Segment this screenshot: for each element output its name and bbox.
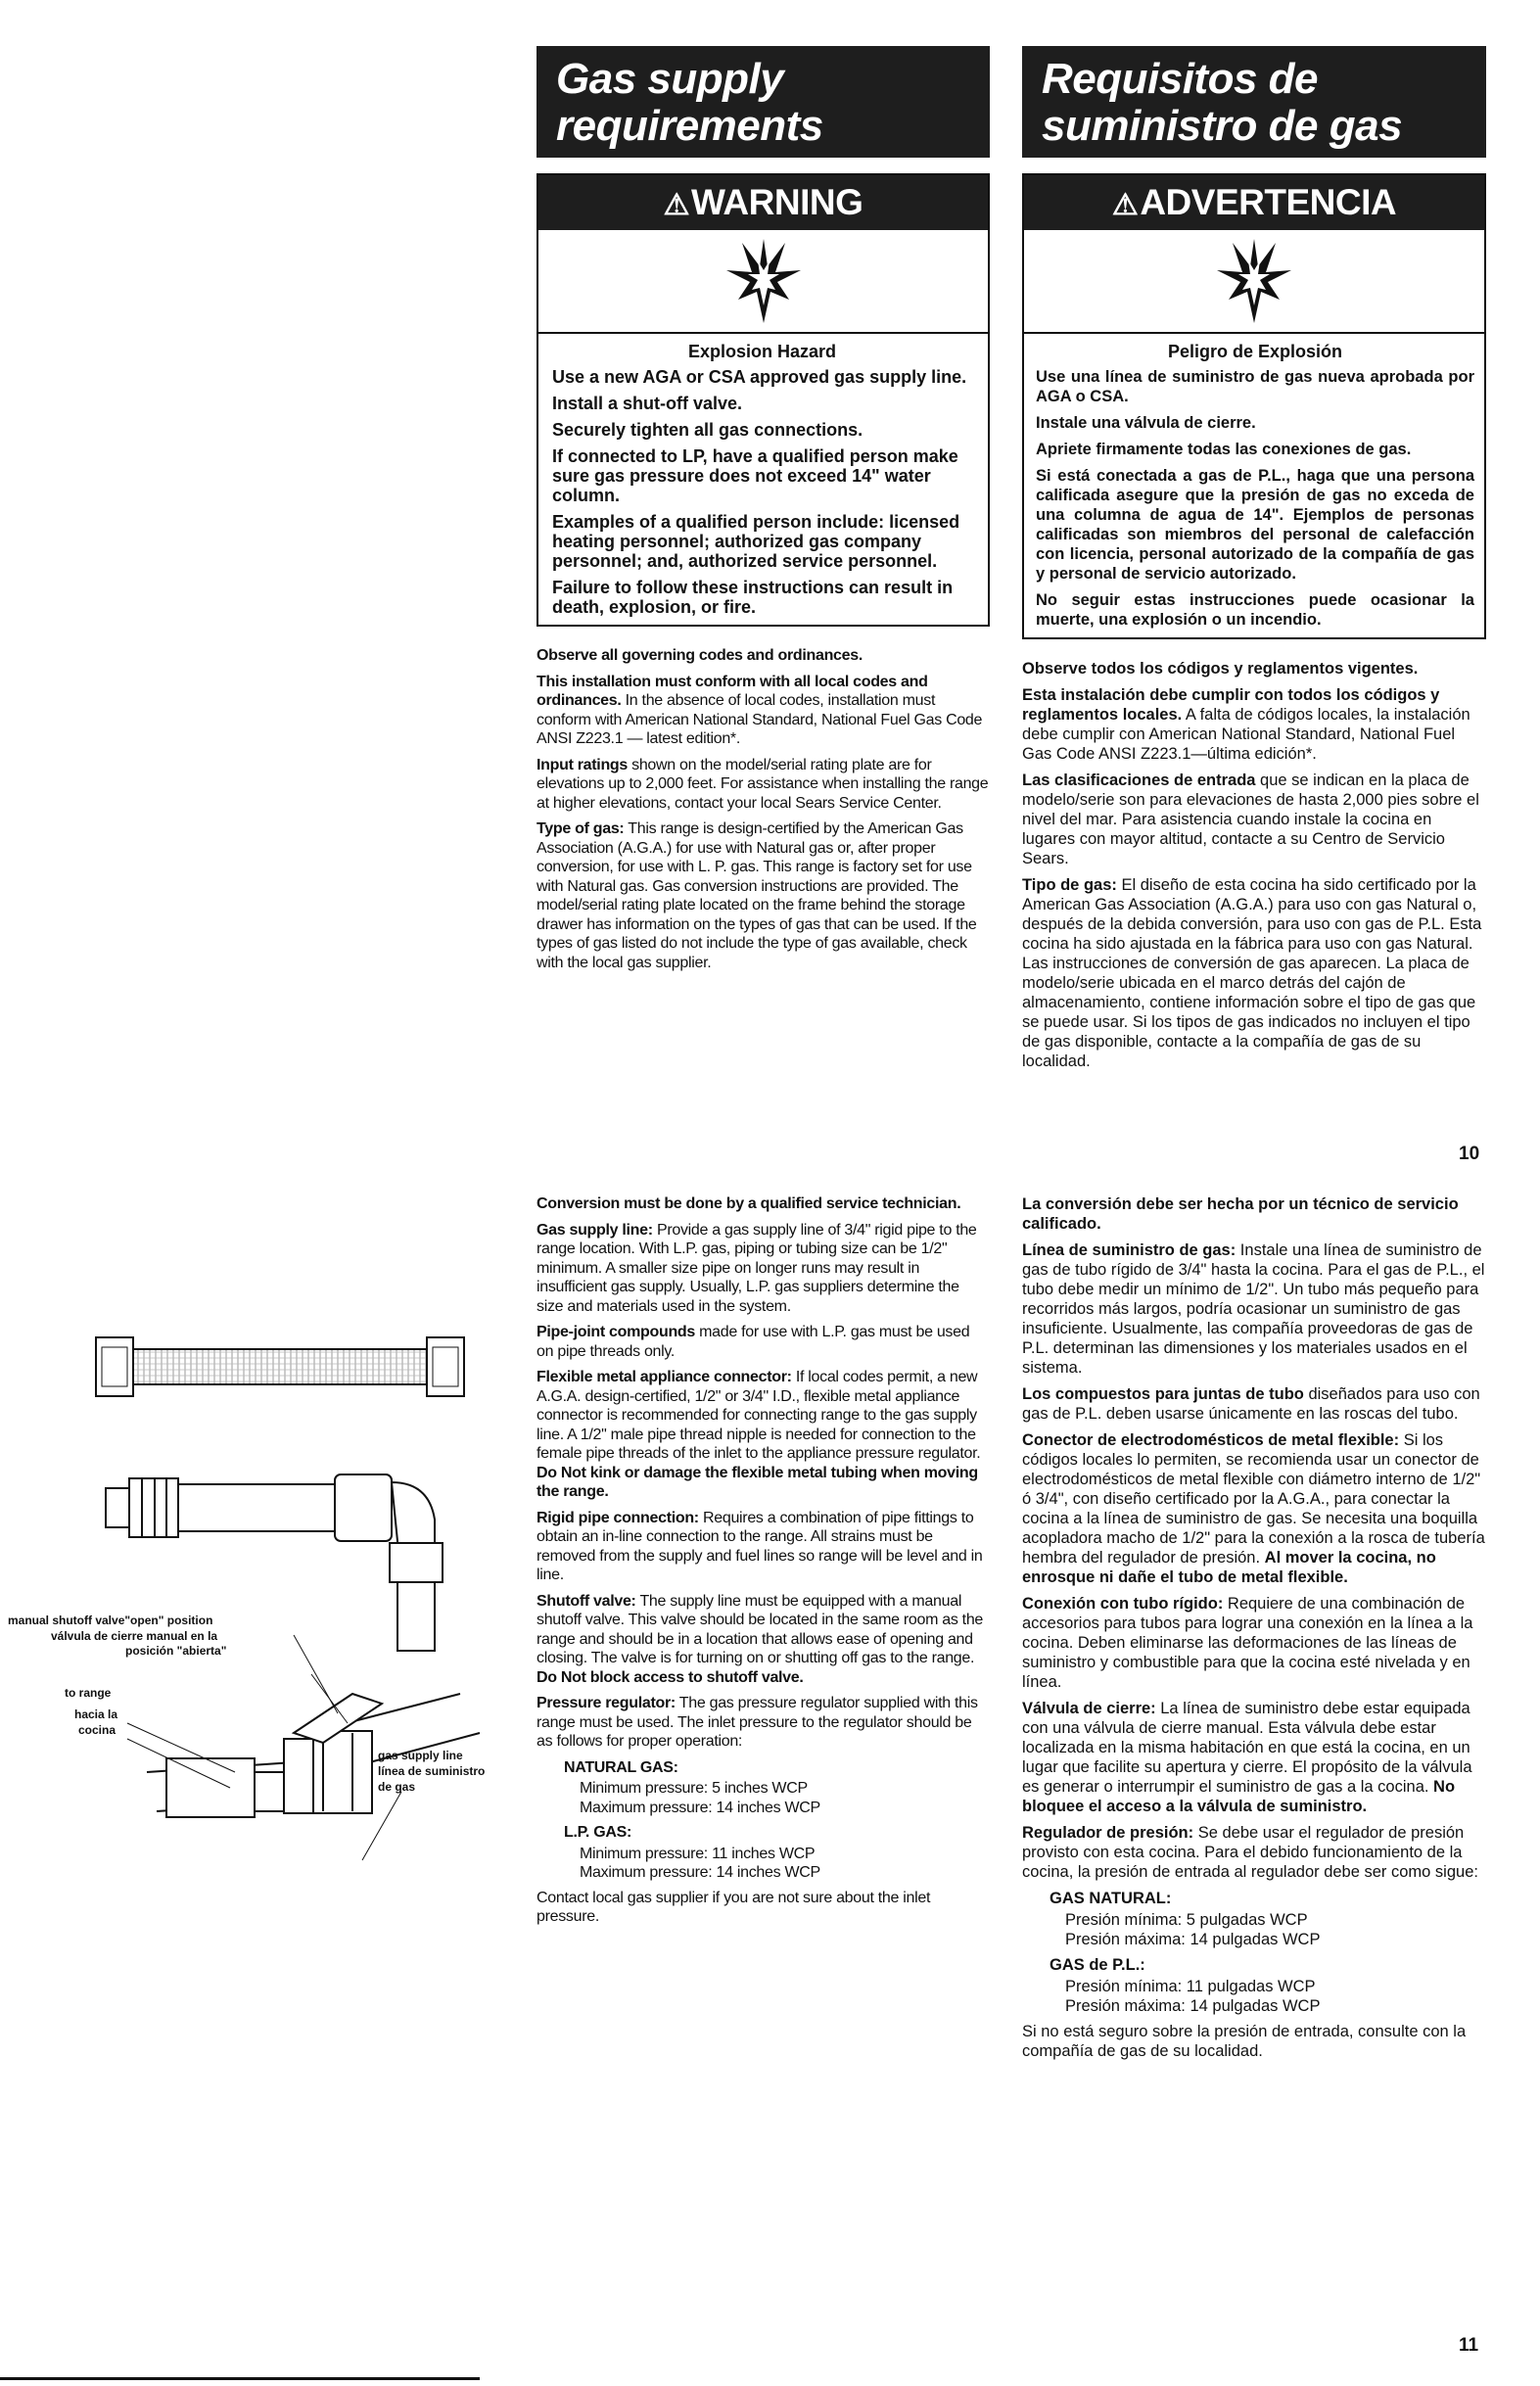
- paragraph: Las clasificaciones de entrada que se indican en la placa de modelo/serie son para elevaciones de hasta 2,000 pies sobre el nivel del mar. Para asistencia cuando instale la cocina en lugares con mayor altitud, contacte a su Centro de Servicio Sears.: [1022, 772, 1479, 867]
- warning-line: Si está conectada a gas de P.L., haga que una persona calificada asegure que la presión de gas no exceda de una columna de agua de 14". Ejemplos de personas calificadas son miembros del personal de calefacción con licencia, personal autorizado de la compañía de gas y personal de servicio autorizado.: [1036, 467, 1474, 583]
- lp-gas-heading: GAS de P.L.:: [1050, 1956, 1145, 1974]
- natural-gas-heading: GAS NATURAL:: [1050, 1890, 1172, 1907]
- spanish-gas-supply-section: [1022, 46, 1486, 1078]
- pressure-line: Maximum pressure: 14 inches WCP: [580, 1864, 820, 1881]
- supply-label-es-1: línea de suministro: [378, 1764, 486, 1778]
- paragraph: Shutoff valve: The supply line must be equipped with a manual shutoff valve. This valve should be located in the same room as the range and should be in a location that allows ease of opening and closing. The valve is for turning on or shutting off gas to the range. Do Not block access to shutoff valve.: [537, 1592, 984, 1686]
- warning-body: [1024, 334, 1484, 637]
- natural-gas-heading: NATURAL GAS:: [564, 1758, 678, 1776]
- paragraph: Flexible metal appliance connector: If local codes permit, a new A.G.A. design-certified, 1/2" or 3/4" I.D., flexible metal appliance connector is recommended for connecting range to the gas supply line. A 1/2" male pipe thread nipple is needed for connection to the female pipe threads of the inlet to the appliance pressure regulator. Do Not kink or damage the flexible metal tubing when moving the range.: [537, 1369, 981, 1500]
- paragraph: Conversion must be done by a qualified service technician.: [537, 1195, 961, 1212]
- english-bottom-text: [537, 1194, 990, 1934]
- paragraph: Esta instalación debe cumplir con todos los códigos y reglamentos locales. A falta de códigos locales, la instalación debe cumplir con American National Standard, National Fuel Gas Code ANSI Z223.1—última edición*.: [1022, 686, 1470, 763]
- range-label-en: to range: [65, 1686, 112, 1700]
- warning-triangle-icon: ⚠: [663, 189, 690, 221]
- warning-line: Securely tighten all gas connections.: [552, 420, 863, 440]
- english-top-text: [537, 646, 990, 972]
- bottom-rule: [0, 2377, 480, 2380]
- paragraph: La conversión debe ser hecha por un técnico de servicio calificado.: [1022, 1195, 1459, 1233]
- supply-label-en: gas supply line: [378, 1749, 463, 1762]
- flexible-connector-drawing: [96, 1337, 464, 1396]
- english-title-banner: [537, 46, 990, 158]
- warning-header: ⚠WARNING: [538, 175, 988, 230]
- warning-body: [538, 334, 988, 625]
- paragraph: Observe todos los códigos y reglamentos vigentes.: [1022, 660, 1419, 678]
- page-number: 10: [1459, 1144, 1480, 1164]
- paragraph: Tipo de gas: El diseño de esta cocina ha sido certificado por la American Gas Association (A.G.A.) para uso con gas Natural o, después de la debida conversión, para uso con gas de P.L. Esta cocina ha sido ajustada en la fábrica para uso con gas Natural. Las instrucciones de conversión de gas aparecen. La placa de modelo/serie ubicada en el marco detrás del cajón de almacenamiento, contiene información sobre el tipo de gas que se puede usar. Si los tipos de gas indicados no incluyen el tipo de gas disponible, contacte a la compañía de gas de su localidad.: [1022, 876, 1482, 1070]
- spanish-bottom-text: [1022, 1194, 1486, 2068]
- range-label-es-2: cocina: [78, 1723, 117, 1737]
- warning-triangle-icon: ⚠: [1111, 189, 1139, 221]
- paragraph: Type of gas: This range is design-certified by the American Gas Association (A.G.A.) for use with Natural gas or, after proper conversion, for use with L. P. gas. This range is factory set for use with Natural gas. Gas conversion instructions are provided. The model/serial rating plate located on the frame behind the storage drawer has information on the types of gas that can be used. If the types of gas listed do not include the type of gas available, check with the local gas supplier.: [537, 820, 977, 971]
- paragraph: Rigid pipe connection: Requires a combination of pipe fittings to obtain an in-line connection to the range. All strains must be removed from the supply and fuel lines so range will be level and in line.: [537, 1509, 983, 1583]
- title-line-1: Gas supply: [556, 55, 784, 103]
- supply-label-es-2: de gas: [378, 1780, 416, 1794]
- pressure-line: Presión mínima: 11 pulgadas WCP: [1065, 1978, 1316, 1995]
- warning-line: Install a shut-off valve.: [552, 394, 743, 413]
- paragraph: Observe all governing codes and ordinances.: [537, 647, 863, 664]
- warning-line: Examples of a qualified person include: licensed heating personnel; authorized gas company personnel; and, authorized service personnel.: [552, 512, 960, 571]
- warning-line: Apriete firmamente todas las conexiones de gas.: [1036, 441, 1412, 458]
- closing-paragraph: Contact local gas supplier if you are not sure about the inlet pressure.: [537, 1889, 931, 1925]
- pressure-line: Maximum pressure: 14 inches WCP: [580, 1799, 820, 1816]
- paragraph: Pipe-joint compounds made for use with L.P. gas must be used on pipe threads only.: [537, 1324, 970, 1360]
- range-label-es-1: hacia la: [74, 1708, 118, 1721]
- title-line-1: Requisitos de: [1042, 55, 1318, 103]
- explosion-icon: [724, 237, 803, 325]
- spanish-top-text: [1022, 659, 1486, 1071]
- english-gas-supply-section: [537, 46, 990, 979]
- valve-label-es-2: posición "abierta": [125, 1644, 227, 1658]
- warning-line: Use una línea de suministro de gas nueva aprobada por AGA o CSA.: [1036, 368, 1474, 405]
- paragraph: Los compuestos para juntas de tubo diseñados para uso con gas de P.L. deben usarse únicamente en las roscas del tubo.: [1022, 1385, 1480, 1423]
- valve-label-es-1: válvula de cierre manual en la: [51, 1629, 218, 1643]
- warning-line: Failure to follow these instructions can result in death, explosion, or fire.: [552, 578, 954, 617]
- paragraph: Gas supply line: Provide a gas supply line of 3/4" rigid pipe to the range location. With L.P. gas, piping or tubing size can be 1/2" minimum. A smaller size pipe on longer runs may result in insufficient gas supply. Usually, L.P. gas suppliers determine the size and materials used in the system.: [537, 1221, 977, 1315]
- hazard-title: Explosion Hazard: [687, 342, 837, 361]
- paragraph: Línea de suministro de gas: Instale una línea de suministro de gas de tubo rígido de 3/4" hasta la cocina. Para el gas de P.L., el tubo debe medir un mínimo de 1/2". Un tubo más pequeño para recorridos más largos, podría ocasionar un suministro de gas insuficiente. Usualmente, las compañía proveedoras de gas de P.L. determinan las dimensiones y los materiales usados en el sistema.: [1022, 1241, 1485, 1377]
- pressure-line: Presión máxima: 14 pulgadas WCP: [1065, 1997, 1321, 2015]
- gas-connection-diagram: [0, 1302, 529, 1870]
- explosion-hazard-icon-row: [538, 230, 988, 334]
- warning-line: Use a new AGA or CSA approved gas supply line.: [552, 367, 967, 387]
- spanish-title-banner: [1022, 46, 1486, 158]
- pressure-line: Presión mínima: 5 pulgadas WCP: [1065, 1911, 1308, 1929]
- valve-label-en: manual shutoff valve"open" position: [8, 1614, 213, 1627]
- spanish-warning-box: [1022, 173, 1486, 639]
- hazard-title: Peligro de Explosión: [1167, 342, 1343, 361]
- paragraph: Conexión con tubo rígido: Requiere de una combinación de accesorios para tubos para lograr una conexión en la línea a la cocina. Deben eliminarse las deformaciones de las líneas de suministro y combustible para que la cocina esté nivelada y en línea.: [1022, 1595, 1473, 1691]
- paragraph: Pressure regulator: The gas pressure regulator supplied with this range must be used. The inlet pressure to the regulator should be as follows for proper operation:: [537, 1695, 978, 1750]
- paragraph: Input ratings shown on the model/serial rating plate are for elevations up to 2,000 feet. For assistance when installing the range at higher elevations, contact your local Sears Service Center.: [537, 756, 989, 812]
- explosion-icon: [1215, 237, 1293, 325]
- warning-line: If connected to LP, have a qualified person make sure gas pressure does not exceed 14" water column.: [552, 446, 958, 505]
- pressure-line: Presión máxima: 14 pulgadas WCP: [1065, 1931, 1321, 1948]
- warning-line: No seguir estas instrucciones puede ocasionar la muerte, una explosión o un incendio.: [1036, 591, 1474, 629]
- explosion-hazard-icon-row: [1024, 230, 1484, 334]
- warning-header: ⚠ADVERTENCIA: [1024, 175, 1484, 230]
- paragraph: Válvula de cierre: La línea de suministro debe estar equipada con una válvula de cierre manual. Esta válvula debe estar localizada en la misma habitación en que está la cocina, en un lugar que facilite su apertura y cierre. El propósito de la válvula es generar o interrumpir el suministro de gas a la cocina. No bloquee el acceso a la válvula de suministro.: [1022, 1700, 1472, 1815]
- warning-line: Instale una válvula de cierre.: [1036, 414, 1256, 432]
- pressure-line: Minimum pressure: 5 inches WCP: [580, 1780, 808, 1797]
- paragraph: This installation must conform with all local codes and ordinances. In the absence of local codes, installation must conform with American National Standard, National Fuel Gas Code ANSI Z223.1 — latest edition*.: [537, 673, 983, 747]
- english-warning-box: [537, 173, 990, 627]
- title-line-2: requirements: [556, 102, 823, 150]
- closing-paragraph: Si no está seguro sobre la presión de entrada, consulte con la compañía de gas de su localidad.: [1022, 2023, 1467, 2060]
- gas-pipe-illustration: [0, 1302, 529, 1870]
- lp-gas-heading: L.P. GAS:: [564, 1824, 632, 1841]
- paragraph: Conector de electrodomésticos de metal flexible: Si los códigos locales lo permiten, se recomienda usar un conector de electrodomésticos de metal flexible con diámetro interno de 1/2" ó 3/4", con diseño certificado por la A.G.A., para conectar la cocina a la línea de suministro de gas. Se necesita una boquilla acopladora macho de 1/2" para la conexión a la rosca de tubería hembra del regulador de presión. Al mover la cocina, no enrosque ni dañe el tubo de metal flexible.: [1022, 1431, 1485, 1586]
- page-number: 11: [1459, 2335, 1479, 2356]
- title-line-2: suministro de gas: [1042, 102, 1403, 150]
- pressure-line: Minimum pressure: 11 inches WCP: [580, 1845, 816, 1862]
- paragraph: Regulador de presión: Se debe usar el regulador de presión provisto con esta cocina. Para el debido funcionamiento de la cocina, la presión de entrada al regulador debe ser como sigue:: [1022, 1824, 1478, 1881]
